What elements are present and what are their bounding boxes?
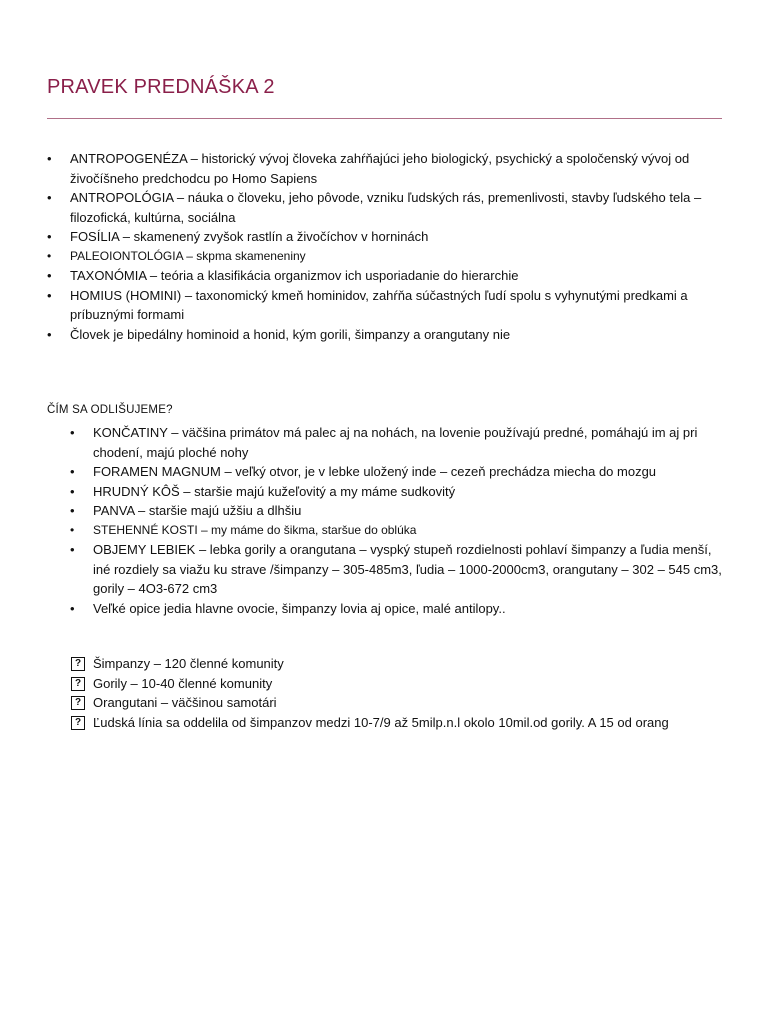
list-item-text: PALEOIONTOLÓGIA – skpma skameneniny xyxy=(70,248,306,263)
list-item xyxy=(70,521,727,541)
list-item-text: ANTROPOGENÉZA – historický vývoj človeka zahŕňajúci jeho biologický, psychický a spoločenský vývoj od živočíšneho predchodcu po Homo Sapiens xyxy=(70,151,690,186)
list-item xyxy=(70,693,750,713)
list-item xyxy=(70,501,727,521)
bullet-icon: • xyxy=(47,229,52,244)
list-item xyxy=(47,188,727,227)
bullet-icon: • xyxy=(47,248,52,263)
title-divider xyxy=(47,118,722,119)
list-item xyxy=(70,482,727,502)
list-item-text: ANTROPOLÓGIA – náuka o človeku, jeho pôvode, vzniku ľudských rás, premenlivosti, stavby ľudského tela – filozofická, kultúrna, sociálna xyxy=(70,190,702,225)
list-item xyxy=(47,227,727,247)
list-item xyxy=(47,286,727,325)
list-item xyxy=(47,266,727,286)
section-heading: ČÍM SA ODLIŠUJEME? xyxy=(47,404,173,416)
list-item xyxy=(70,540,727,599)
bullet-icon: • xyxy=(47,287,52,303)
list-item-text: Orangutani – väčšinou samotári xyxy=(93,695,277,710)
bullet-icon: • xyxy=(70,483,75,499)
bullet-icon: • xyxy=(70,503,75,518)
list-item xyxy=(47,247,727,267)
list-item-text: KONČATINY – väčšina primátov má palec aj na nohách, na lovenie používajú predné, pomáhajú im aj pri chodení, majú ploché nohy xyxy=(93,425,698,460)
list-item xyxy=(70,423,727,462)
list-item-text: Veľké opice jedia hlavne ovocie, šimpanzy lovia aj opice, malé antilopy.. xyxy=(93,600,506,616)
list-item xyxy=(70,674,750,694)
bullet-icon: • xyxy=(70,522,75,537)
list-item-text: FORAMEN MAGNUM – veľký otvor, je v lebke uložený inde – cezeň prechádza miecha do mozgu xyxy=(93,464,657,479)
bullet-icon: • xyxy=(47,190,52,205)
list-item-text: Človek je bipedálny hominoid a honid, kým gorili, šimpanzy a orangutany nie xyxy=(70,326,511,342)
bullet-icon: • xyxy=(47,151,52,166)
definitions-list xyxy=(47,149,727,344)
list-item-text: Gorily – 10-40 členné komunity xyxy=(93,675,273,691)
list-item-text: TAXONÓMIA – teória a klasifikácia organizmov ich usporiadanie do hierarchie xyxy=(70,268,519,283)
list-item-text: Šimpanzy – 120 členné komunity xyxy=(93,656,284,671)
list-item-text: HRUDNÝ KÔŠ – staršie majú kužeľovitý a my máme sudkovitý xyxy=(93,483,456,499)
list-item xyxy=(47,325,727,345)
list-item-text: Ľudská línia sa oddelila od šimpanzov medzi 10-7/9 až 5milp.n.l okolo 10mil.od gorily. A 15 od orang xyxy=(93,714,669,730)
question-box-icon: ? xyxy=(71,716,85,730)
list-item xyxy=(70,713,750,733)
question-box-icon: ? xyxy=(71,696,85,710)
list-item-text: HOMIUS (HOMINI) – taxonomický kmeň hominidov, zahŕňa súčastných ľudí spolu s vyhynutými predkami a príbuznými formami xyxy=(70,287,688,322)
list-item xyxy=(47,149,727,188)
bullet-icon: • xyxy=(47,326,52,342)
list-item-text: FOSÍLIA – skamenený zvyšok rastlín a živočíchov v horninách xyxy=(70,229,429,244)
list-item-text: STEHENNÉ KOSTI – my máme do šikma, staršue do oblúka xyxy=(93,522,417,537)
differences-list xyxy=(70,423,727,618)
communities-list xyxy=(70,654,750,732)
bullet-icon: • xyxy=(70,600,75,616)
bullet-icon: • xyxy=(70,542,75,557)
bullet-icon: • xyxy=(70,425,75,440)
list-item xyxy=(70,462,727,482)
list-item-text: OBJEMY LEBIEK – lebka gorily a orangutana – vyspký stupeň rozdielnosti pohlaví šimpanzy a ľudia menší, iné rozdiely sa viažu ku strave /šimpanzy – 305-485m3, ľudia – 1000-2000cm3, orangutany – 302 – 545 cm3, gorily – 4O3-672 cm3 xyxy=(93,542,722,596)
list-item xyxy=(70,599,727,619)
list-item-text: PANVA – staršie majú užšiu a dlhšiu xyxy=(93,503,302,518)
page-title: PRAVEK PREDNÁŠKA 2 xyxy=(47,76,275,98)
bullet-icon: • xyxy=(70,464,75,479)
bullet-icon: • xyxy=(47,268,52,283)
list-item xyxy=(70,654,750,674)
question-box-icon: ? xyxy=(71,657,85,671)
question-box-icon: ? xyxy=(71,677,85,691)
